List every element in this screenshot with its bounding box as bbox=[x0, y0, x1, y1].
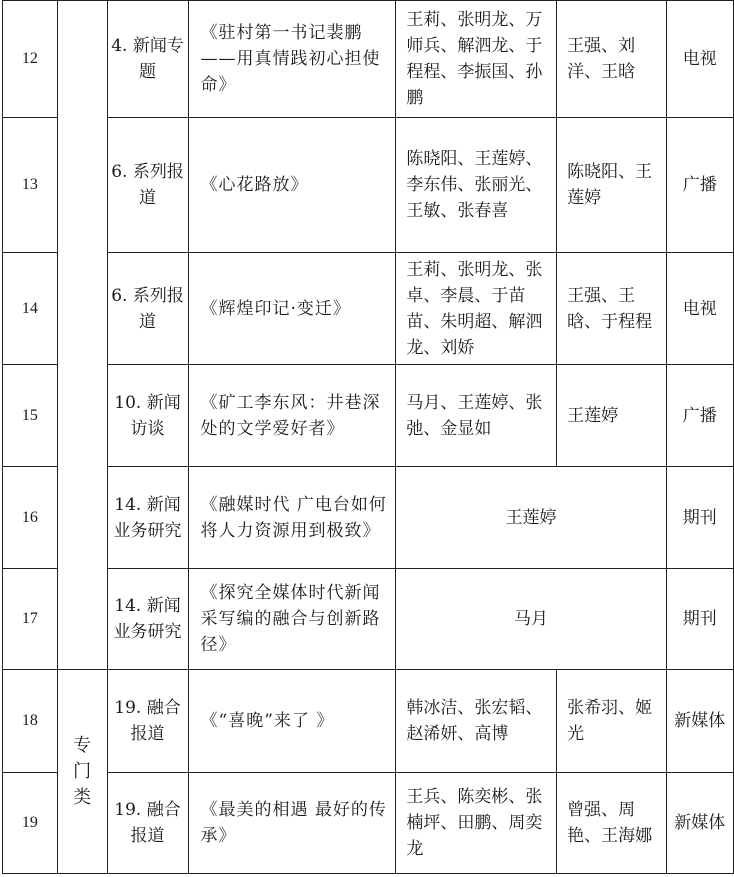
editors: 王强、王晗、于程程 bbox=[557, 253, 666, 365]
authors: 王兵、陈奕彬、张楠坪、田鹏、周奕龙 bbox=[396, 773, 557, 874]
category-label: 专门类 bbox=[73, 734, 92, 808]
award-type: 19. 融合报道 bbox=[107, 670, 188, 773]
editors: 陈晓阳、王莲婷 bbox=[557, 118, 666, 253]
row-number: 12 bbox=[3, 1, 58, 118]
authors-editors: 王莲婷 bbox=[396, 467, 666, 569]
work-title: 《心花路放》 bbox=[188, 118, 396, 253]
authors: 陈晓阳、王莲婷、李东伟、张丽光、王敏、张春喜 bbox=[396, 118, 557, 253]
award-type: 6. 系列报道 bbox=[107, 118, 188, 253]
work-title: 《矿工李东风：井巷深处的文学爱好者》 bbox=[188, 365, 396, 467]
medium: 广播 bbox=[666, 365, 734, 467]
table-row bbox=[3, 118, 734, 253]
table-row bbox=[3, 365, 734, 467]
authors-editors: 马月 bbox=[396, 569, 666, 670]
table-row bbox=[3, 773, 734, 874]
award-type: 6. 系列报道 bbox=[107, 253, 188, 365]
award-type: 19. 融合报道 bbox=[107, 773, 188, 874]
work-title: 《探究全媒体时代新闻采写编的融合与创新路径》 bbox=[188, 569, 396, 670]
category-cell bbox=[57, 1, 107, 670]
medium: 电视 bbox=[666, 253, 734, 365]
row-number: 17 bbox=[3, 569, 58, 670]
editors: 曾强、周艳、王海娜 bbox=[557, 773, 666, 874]
table-row bbox=[3, 1, 734, 118]
award-type: 14. 新闻业务研究 bbox=[107, 569, 188, 670]
authors: 王莉、张明龙、张卓、李晨、于苗苗、朱明超、解泗龙、刘娇 bbox=[396, 253, 557, 365]
table-row bbox=[3, 670, 734, 773]
table-row bbox=[3, 467, 734, 569]
medium: 期刊 bbox=[666, 467, 734, 569]
editors: 张希羽、姬光 bbox=[557, 670, 666, 773]
row-number: 14 bbox=[3, 253, 58, 365]
authors: 韩冰洁、张宏韬、赵浠妍、高博 bbox=[396, 670, 557, 773]
medium: 期刊 bbox=[666, 569, 734, 670]
authors: 王莉、张明龙、万师兵、解泗龙、于程程、李振国、孙鹏 bbox=[396, 1, 557, 118]
work-title: 《最美的相遇 最好的传承》 bbox=[188, 773, 396, 874]
awards-table bbox=[2, 0, 734, 874]
editors: 王莲婷 bbox=[557, 365, 666, 467]
category-cell bbox=[57, 670, 107, 874]
row-number: 18 bbox=[3, 670, 58, 773]
medium: 电视 bbox=[666, 1, 734, 118]
editors: 王强、刘洋、王晗 bbox=[557, 1, 666, 118]
row-number: 13 bbox=[3, 118, 58, 253]
work-title: 《驻村第一书记裴鹏——用真情践初心担使命》 bbox=[188, 1, 396, 118]
row-number: 16 bbox=[3, 467, 58, 569]
work-title: 《“喜晚”来了 》 bbox=[188, 670, 396, 773]
award-type: 10. 新闻访谈 bbox=[107, 365, 188, 467]
table-row bbox=[3, 253, 734, 365]
medium: 广播 bbox=[666, 118, 734, 253]
award-type: 4. 新闻专题 bbox=[107, 1, 188, 118]
award-type: 14. 新闻业务研究 bbox=[107, 467, 188, 569]
row-number: 19 bbox=[3, 773, 58, 874]
medium: 新媒体 bbox=[666, 773, 734, 874]
authors: 马月、王莲婷、张弛、金显如 bbox=[396, 365, 557, 467]
work-title: 《辉煌印记·变迁》 bbox=[188, 253, 396, 365]
work-title: 《融媒时代 广电台如何将人力资源用到极致》 bbox=[188, 467, 396, 569]
table-row bbox=[3, 569, 734, 670]
row-number: 15 bbox=[3, 365, 58, 467]
medium: 新媒体 bbox=[666, 670, 734, 773]
